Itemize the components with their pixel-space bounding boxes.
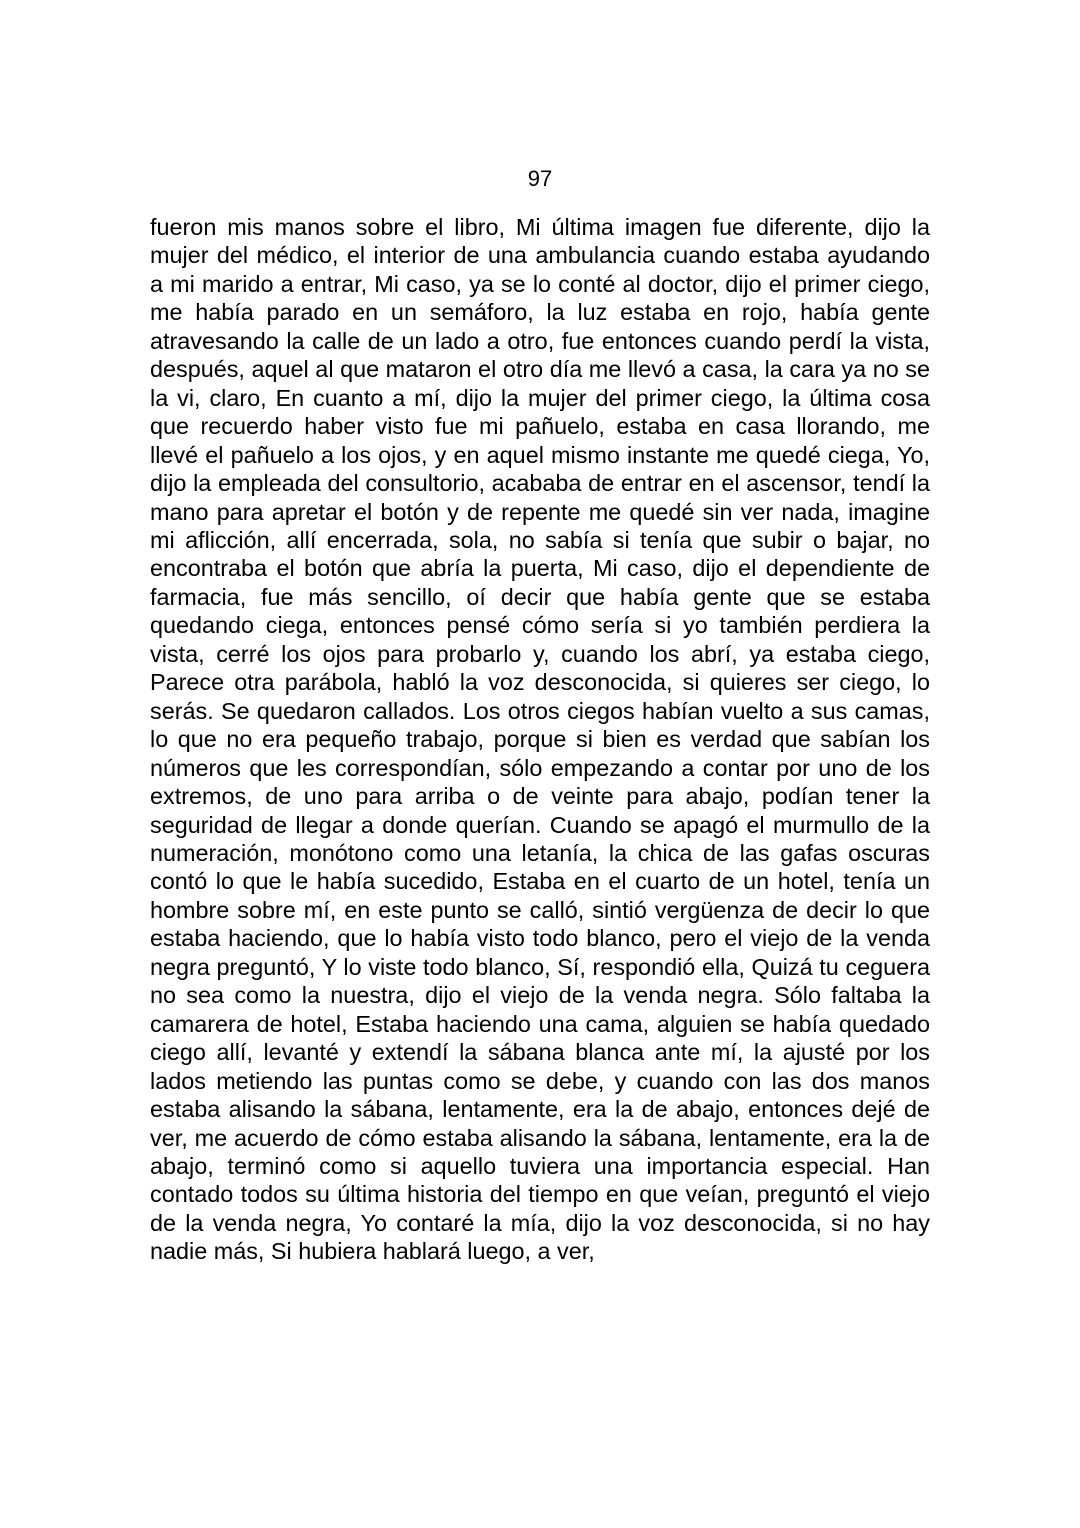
- body-text: fueron mis manos sobre el libro, Mi última imagen fue diferente, dijo la mujer del médico, el interior de una ambulancia cuando estaba ayudando a mi marido a entrar, Mi caso, ya se lo conté al doctor, dijo el primer ciego, me había parado en un semáforo, la luz estaba en rojo, había gente atravesando la calle de un lado a otro, fue entonces cuando perdí la vista, después, aquel al que mataron el otro día me llevó a casa, la cara ya no se la vi, claro, En cuanto a mí, dijo la mujer del primer ciego, la última cosa que recuerdo haber visto fue mi pañuelo, estaba en casa llorando, me llevé el pañuelo a los ojos, y en aquel mismo instante me quedé ciega, Yo, dijo la empleada del consultorio, acababa de entrar en el ascensor, tendí la mano para apretar el botón y de repente me quedé sin ver nada, imagine mi aflicción, allí encerrada, sola, no sabía si tenía que subir o bajar, no encontraba el botón que abría la puerta, Mi caso, dijo el dependiente de farmacia, fue más sencillo, oí decir que había gente que se estaba quedando ciega, entonces pensé cómo sería si yo también perdiera la vista, cerré los ojos para probarlo y, cuando los abrí, ya estaba ciego, Parece otra parábola, habló la voz desconocida, si quieres ser ciego, lo serás. Se quedaron callados. Los otros ciegos habían vuelto a sus camas, lo que no era pequeño trabajo, porque si bien es verdad que sabían los números que les correspondían, sólo empezando a contar por uno de los extremos, de uno para arriba o de veinte para abajo, podían tener la seguridad de llegar a donde querían. Cuando se apagó el murmullo de la numeración, monótono como una letanía, la chica de las gafas oscuras contó lo que le había sucedido, Estaba en el cuarto de un hotel, tenía un hombre sobre mí, en este punto se calló, sintió vergüenza de decir lo que estaba haciendo, que lo había visto todo blanco, pero el viejo de la venda negra preguntó, Y lo viste todo blanco, Sí, respondió ella, Quizá tu ceguera no sea como la nuestra, dijo el viejo de la venda negra. Sólo faltaba la camarera de hotel, Estaba haciendo una cama, alguien se había quedado ciego allí, levanté y extendí la sábana blanca ante mí, la ajusté por los lados metiendo las puntas como se debe, y cuando con las dos manos estaba alisando la sábana, lentamente, era la de abajo, entonces dejé de ver, me acuerdo de cómo estaba alisando la sábana, lentamente, era la de abajo, terminó como si aquello tuviera una importancia especial. Han contado todos su última historia del tiempo en que veían, preguntó el viejo de la venda negra, Yo contaré la mía, dijo la voz desconocida, si no hay nadie más, Si hubiera hablará luego, a ver,: [150, 214, 930, 1265]
- page-number: 97: [527, 166, 553, 191]
